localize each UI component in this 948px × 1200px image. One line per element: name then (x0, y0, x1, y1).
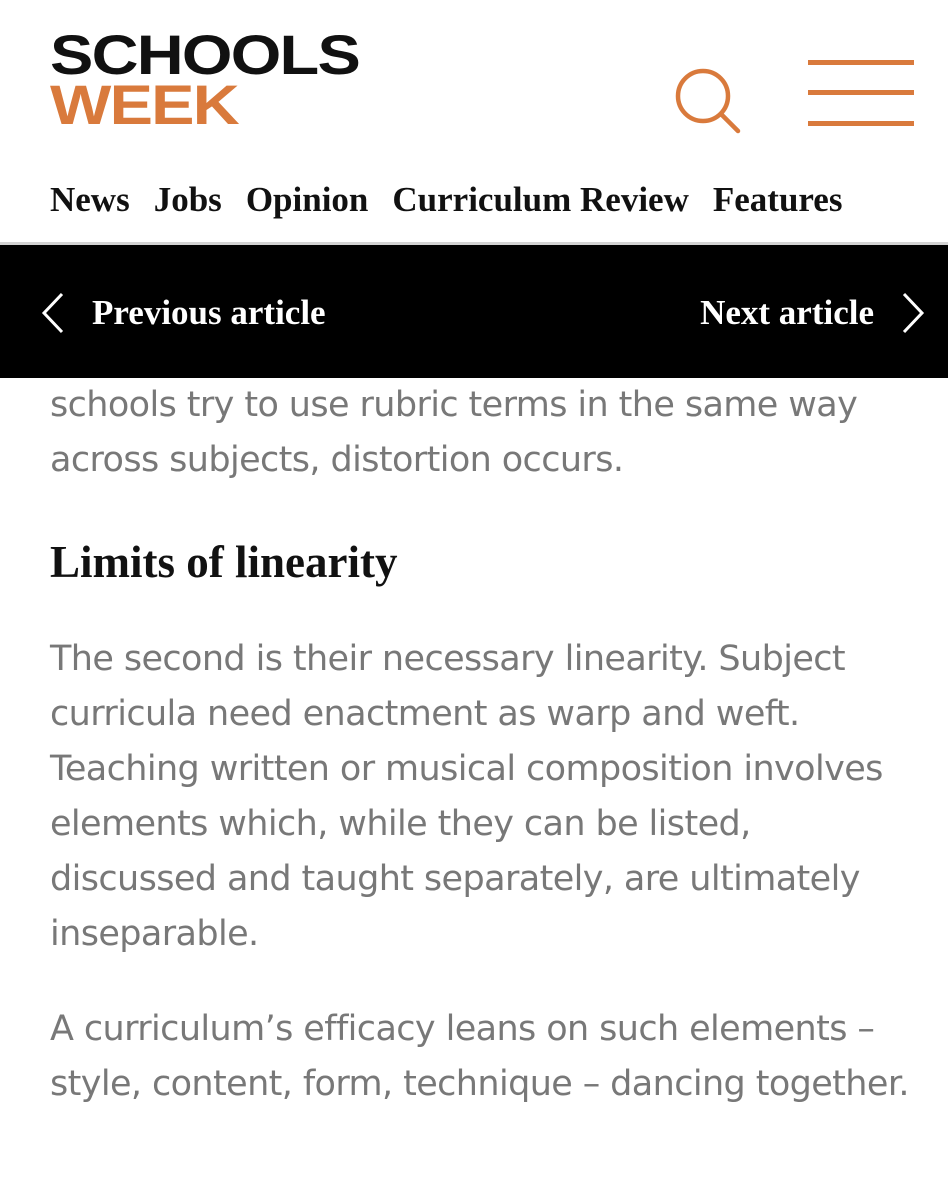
nav-item-curriculum-review[interactable]: Curriculum Review (392, 180, 689, 219)
logo-line-week: WEEK (50, 73, 238, 136)
previous-article-label: Previous article (92, 293, 326, 332)
next-article-label: Next article (700, 293, 874, 332)
article-paragraph-1: schools try to use rubric terms in the same way across subjects, distortion occurs. (50, 385, 858, 480)
menu-bar-middle (808, 90, 914, 95)
section-heading: Limits of linearity (50, 537, 398, 587)
nav-item-jobs[interactable]: Jobs (153, 180, 222, 219)
menu-bar-bottom (808, 121, 914, 126)
chevron-right-icon (900, 291, 926, 335)
previous-article-link[interactable] (40, 289, 326, 337)
nav-item-opinion[interactable]: Opinion (245, 180, 369, 219)
schoolsweek-logo[interactable] (50, 23, 360, 136)
article-paragraph-3: A curriculum’s efficacy leans on such elements – style, content, form, technique – dancing together. (50, 1009, 909, 1104)
next-article-link[interactable] (700, 289, 926, 337)
logo-line-schools: SCHOOLS (50, 23, 360, 86)
article-navigation-bar (0, 245, 948, 378)
chevron-left-icon (40, 291, 66, 335)
nav-item-news[interactable]: News (50, 180, 130, 219)
site-header (0, 0, 948, 245)
menu-button[interactable] (808, 60, 916, 130)
search-icon (668, 64, 746, 136)
hamburger-menu-icon (808, 60, 914, 65)
nav-item-features[interactable]: Features (712, 180, 843, 219)
article-body (50, 378, 920, 1112)
search-button[interactable] (668, 64, 746, 136)
article-paragraph-2: The second is their necessary linearity. Subject curricula need enactment as warp and weft. Teaching written or musical composition involves elements which, while they can be listed, discussed and taught separately, are ultimately inseparable. (50, 639, 883, 954)
main-nav (50, 176, 842, 224)
